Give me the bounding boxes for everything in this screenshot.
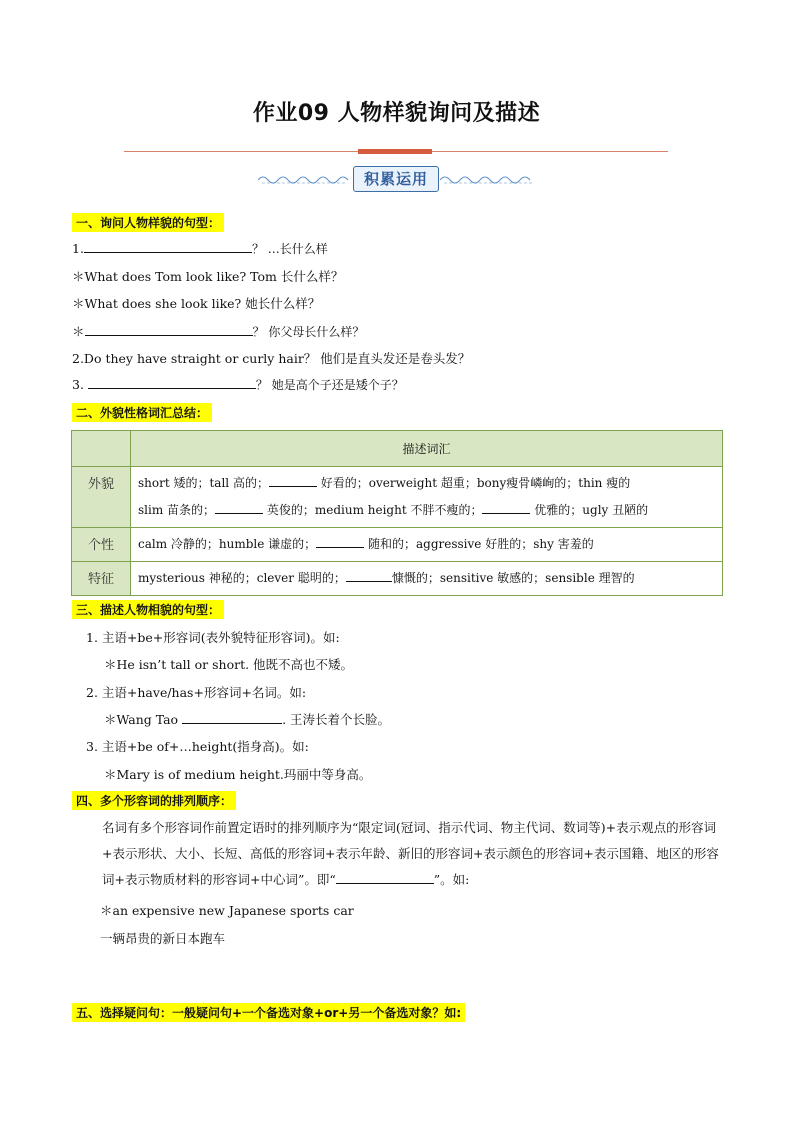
question-line-3 — [72, 376, 404, 393]
title-divider-accent — [358, 149, 432, 154]
cell-text: 好看的；overweight 超重；bony瘦骨嶙峋的；thin 瘦的 — [316, 476, 631, 490]
answer-blank[interactable] — [336, 871, 434, 884]
cell-text: 随和的；aggressive 好胜的；shy 害羞的 — [364, 537, 594, 551]
wave-ornament-left — [258, 174, 350, 186]
question-line-2: 2.Do they have straight or curly hair？ 他们是直头发还是卷头发？ — [72, 351, 471, 366]
cell-text: short 矮的；tall 高的； — [138, 476, 269, 490]
line-number: 1. — [72, 241, 84, 256]
pattern-example-1: ＊He isn’t tall or short. 他既不高也不矮。 — [104, 657, 354, 672]
answer-blank[interactable] — [346, 569, 392, 582]
cell-text: mysterious 神秘的；clever 聪明的； — [138, 571, 346, 585]
wave-ornament-right — [440, 174, 536, 186]
section-heading-5: 五、选择疑问句：一般疑问句+一个备选对象+or+另一个备选对象？如: — [72, 1003, 465, 1022]
answer-blank[interactable] — [84, 240, 252, 253]
section-banner: 积累运用 — [353, 166, 439, 192]
answer-blank[interactable] — [85, 323, 253, 336]
example-text: . 王涛长着个长脸。 — [282, 712, 391, 727]
table-cell-appearance — [131, 467, 723, 528]
line-number: 3. — [72, 377, 88, 392]
pattern-line-1: 1. 主语+be+形容词(表外貌特征形容词)。如: — [86, 630, 340, 645]
section-heading-2: 二、外貌性格词汇总结： — [72, 403, 212, 422]
pattern-line-2: 2. 主语+have/has+形容词+名词。如: — [86, 685, 307, 700]
vocab-table — [71, 430, 723, 596]
cell-text: 慷慨的；sensitive 敏感的；sensible 理智的 — [391, 571, 635, 585]
table-corner — [72, 431, 131, 467]
answer-blank[interactable] — [482, 501, 530, 514]
row-label-feature: 特征 — [72, 562, 131, 596]
cell-text: 优雅的；ugly 丑陋的 — [530, 503, 649, 517]
table-cell-personality — [131, 528, 723, 562]
pattern-example-3: ＊Mary is of medium height.玛丽中等身高。 — [104, 767, 372, 782]
table-header: 描述词汇 — [131, 431, 723, 467]
order-example-translation: 一辆昂贵的新日本跑车 — [100, 931, 226, 946]
bullet: ＊ — [72, 324, 85, 339]
example-text: ＊Wang Tao — [104, 712, 183, 727]
cell-text: slim 苗条的； — [138, 503, 216, 517]
pattern-line-3: 3. 主语+be of+…height(指身高)。如: — [86, 739, 309, 754]
line-text: ？ 你父母长什么样？ — [252, 325, 365, 339]
section-heading-4: 四、多个形容词的排列顺序： — [72, 791, 236, 810]
question-line-1 — [72, 240, 328, 257]
answer-blank[interactable] — [182, 711, 282, 724]
paragraph-text: 名词有多个形容词作前置定语时的排列顺序为“限定词(冠词、指示代词、物主代词、数词等)+表示观点的形容词+表示形状、大小、长短、高低的形容词+表示年龄、新旧的形容词+表示颜色的形容词+表示国籍、地区的形容词+表示物质材料的形容词+中心词”。即“ — [102, 820, 719, 887]
answer-blank[interactable] — [215, 501, 263, 514]
line-text: ？ 她是高个子还是矮个子？ — [255, 378, 404, 392]
answer-blank[interactable] — [269, 474, 317, 487]
section-heading-3: 三、描述人物相貌的句型： — [72, 600, 224, 619]
answer-blank[interactable] — [88, 376, 256, 389]
question-line-1b — [72, 322, 364, 340]
cell-text: calm 冷静的；humble 谦虚的； — [138, 537, 317, 551]
pattern-example-2 — [104, 710, 390, 728]
table-cell-feature — [131, 562, 723, 596]
example-line: ＊What does she look like? 她长什么样？ — [72, 296, 321, 311]
cell-text: 英俊的；medium height 不胖不瘦的； — [263, 503, 483, 517]
adjective-order-paragraph — [102, 815, 722, 893]
page-title: 作业09 人物样貌询问及描述 — [252, 101, 541, 126]
line-text: ？ …长什么样 — [251, 242, 328, 256]
answer-blank[interactable] — [316, 535, 364, 548]
order-example: ＊an expensive new Japanese sports car — [100, 903, 354, 918]
section-heading-1: 一、询问人物样貌的句型： — [72, 213, 224, 232]
paragraph-text: ”。如: — [433, 872, 470, 887]
example-line: ＊What does Tom look like? Tom 长什么样？ — [72, 269, 344, 284]
row-label-appearance: 外貌 — [72, 467, 131, 528]
row-label-personality: 个性 — [72, 528, 131, 562]
